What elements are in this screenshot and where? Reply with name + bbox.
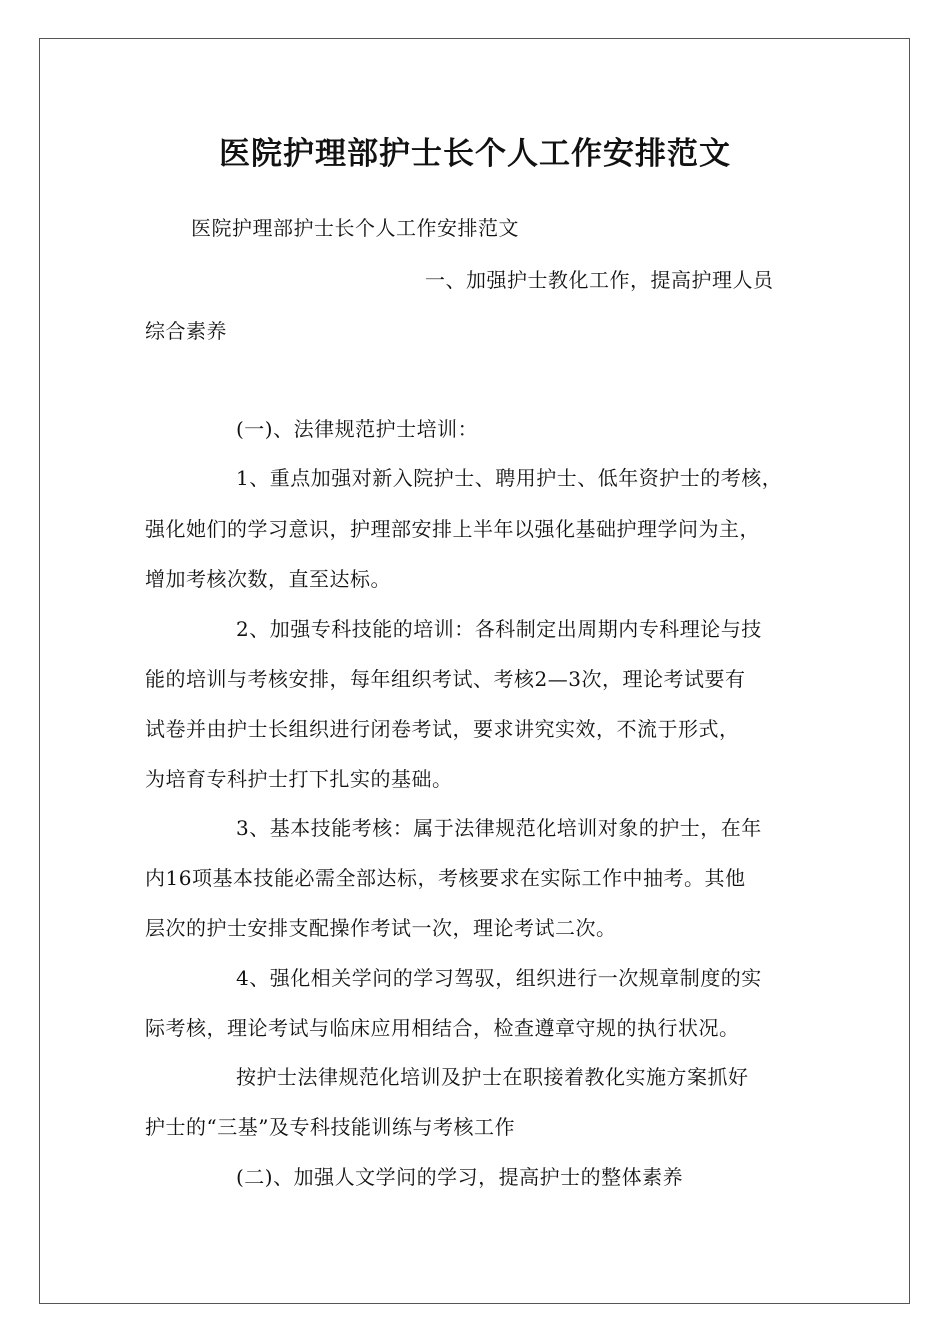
subsection-heading: (二)、加强人文学问的学习，提高护士的整体素养 xyxy=(236,1165,684,1189)
doc-line: 护士的“三基”及专科技能训练与考核工作 xyxy=(145,1115,515,1139)
doc-line: 强化她们的学习意识，护理部安排上半年以强化基础护理学问为主， xyxy=(145,517,760,541)
section-heading: 一、加强护士教化工作，提高护理人员 xyxy=(425,268,774,292)
doc-line: 为培育专科护士打下扎实的基础。 xyxy=(145,767,453,791)
doc-line: 能的培训与考核安排，每年组织考试、考核2—3次，理论考试要有 xyxy=(145,667,746,691)
document-title: 医院护理部护士长个人工作安排范文 xyxy=(219,136,731,172)
doc-line: 3、基本技能考核：属于法律规范化培训对象的护士，在年 xyxy=(236,816,762,840)
doc-line: 内16项基本技能必需全部达标，考核要求在实际工作中抽考。其他 xyxy=(145,866,746,890)
doc-line: 医院护理部护士长个人工作安排范文 xyxy=(191,216,519,240)
doc-line: 层次的护士安排支配操作考试一次，理论考试二次。 xyxy=(145,916,617,940)
doc-line: 1、重点加强对新入院护士、聘用护士、低年资护士的考核， xyxy=(236,466,783,490)
subsection-heading: (一)、法律规范护士培训： xyxy=(236,417,479,441)
doc-line: 按护士法律规范化培训及护士在职接着教化实施方案抓好 xyxy=(236,1065,749,1089)
doc-line: 际考核，理论考试与临床应用相结合，检查遵章守规的执行状况。 xyxy=(145,1016,740,1040)
doc-line: 2、加强专科技能的培训：各科制定出周期内专科理论与技 xyxy=(236,617,762,641)
doc-line: 综合素养 xyxy=(145,319,227,343)
doc-line: 增加考核次数，直至达标。 xyxy=(145,567,391,591)
doc-line: 4、强化相关学问的学习驾驭，组织进行一次规章制度的实 xyxy=(236,966,762,990)
doc-line: 试卷并由护士长组织进行闭卷考试，要求讲究实效，不流于形式， xyxy=(145,717,740,741)
